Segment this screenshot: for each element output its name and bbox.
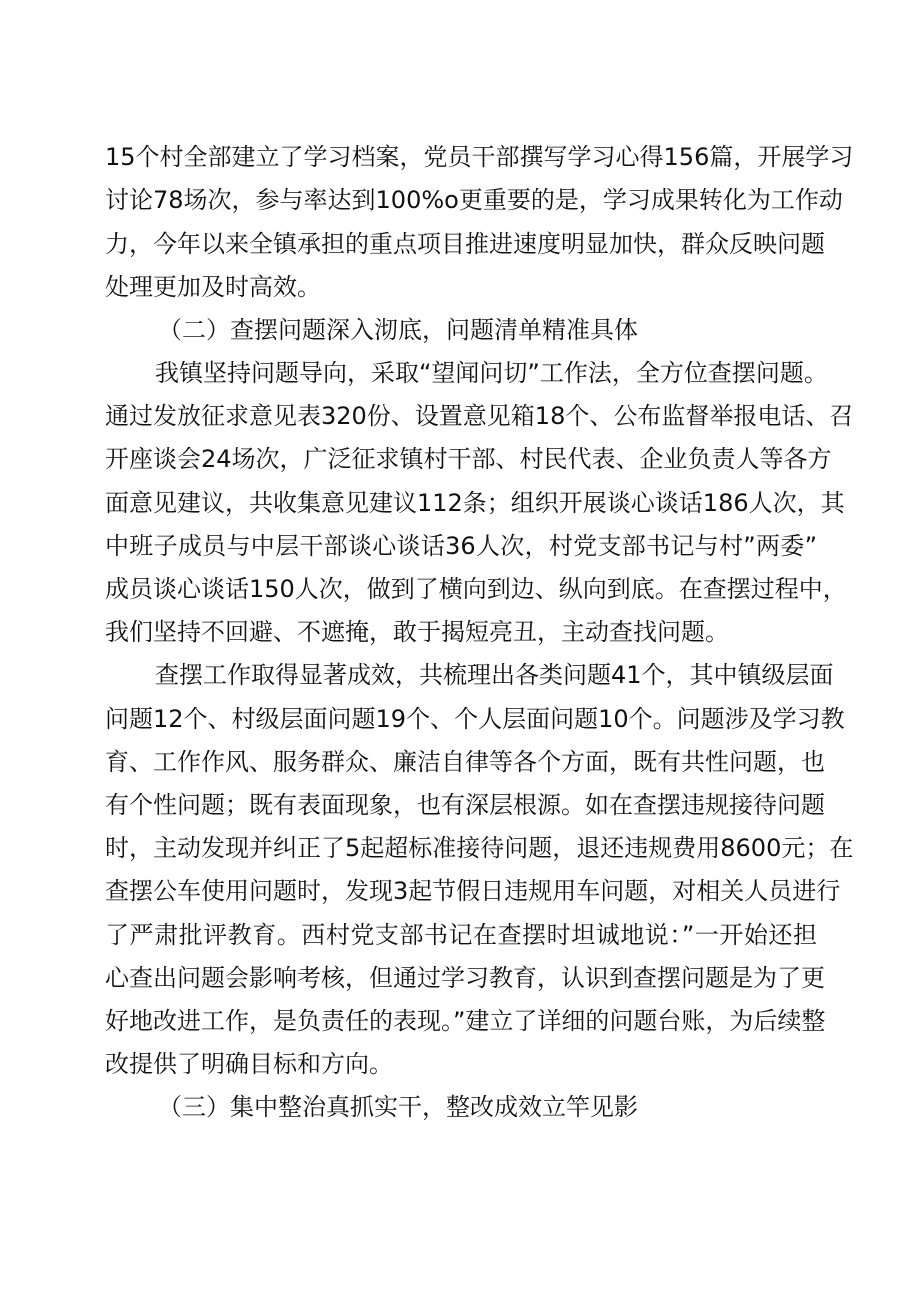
paragraph-line: 成员谈心谈话150人次，做到了横向到边、纵向到底。在查摆过程中，: [105, 575, 847, 603]
paragraph-line: 心查出问题会影响考核，但通过学习教育，认识到查摆问题是为了更: [105, 964, 825, 992]
paragraph-line: 了严肃批评教育。西村党支部书记在查摆时坦诚地说：”一开始还担: [105, 921, 817, 949]
paragraph-line: 查摆工作取得显著成效，共梳理出各类问题41个，其中镇级层面: [155, 661, 834, 689]
paragraph-line: 好地改进工作，是负责任的表现。”建立了详细的问题台账，为后续整: [105, 1007, 826, 1035]
section-heading: （三）集中整治真抓实干，整改成效立竿见影: [158, 1093, 638, 1121]
paragraph-line: 查摆公车使用问题时，发现3起节假日违规用车问题，对相关人员进行: [105, 877, 841, 905]
section-heading: （二）查摆问题深入沏底，问题清单精准具体: [158, 316, 638, 344]
paragraph-line: 育、工作作风、服务群众、廉洁自律等各个方面，既有共性问题，也: [105, 748, 825, 776]
paragraph-line: 开座谈会24场次，广泛征求镇村干部、村民代表、企业负责人等各方: [105, 445, 832, 473]
paragraph-line: 15个村全部建立了学习档案，党员干部撰写学习心得156篇，开展学习: [105, 143, 854, 171]
paragraph-line: 问题12个、村级层面问题19个、个人层面问题10个。问题涉及学习教: [105, 705, 845, 733]
paragraph-line: 时，主动发现并纠正了5起超标准接待问题，退还违规费用8600元；在: [105, 834, 854, 862]
paragraph-line: 通过发放征求意见表320份、设置意见箱18个、公布监督举报电话、召: [105, 402, 854, 430]
paragraph-line: 讨论78场次，参与率达到100%o更重要的是，学习成果转化为工作动: [105, 186, 843, 214]
paragraph-line: 中班子成员与中层干部谈心谈话36人次，村党支部书记与村”两委”: [105, 532, 817, 560]
paragraph-line: 面意见建议，共收集意见建议112条；组织开展谈心谈话186人次，其: [105, 489, 845, 517]
paragraph-line: 力，今年以来全镇承担的重点项目推进速度明显加快，群众反映问题: [105, 230, 825, 258]
paragraph-line: 改提供了明确目标和方向。: [105, 1050, 393, 1078]
paragraph-line: 我们坚持不回避、不遮掩，敢于揭短亮丑，主动查找问题。: [105, 618, 729, 646]
paragraph-line: 我镇坚持问题导向，采取“望闻问切”工作法，全方位查摆问题。: [155, 359, 828, 387]
paragraph-line: 有个性问题；既有表面现象，也有深层根源。如在查摆违规接待问题: [105, 791, 825, 819]
paragraph-line: 处理更加及时高效。: [105, 273, 321, 301]
